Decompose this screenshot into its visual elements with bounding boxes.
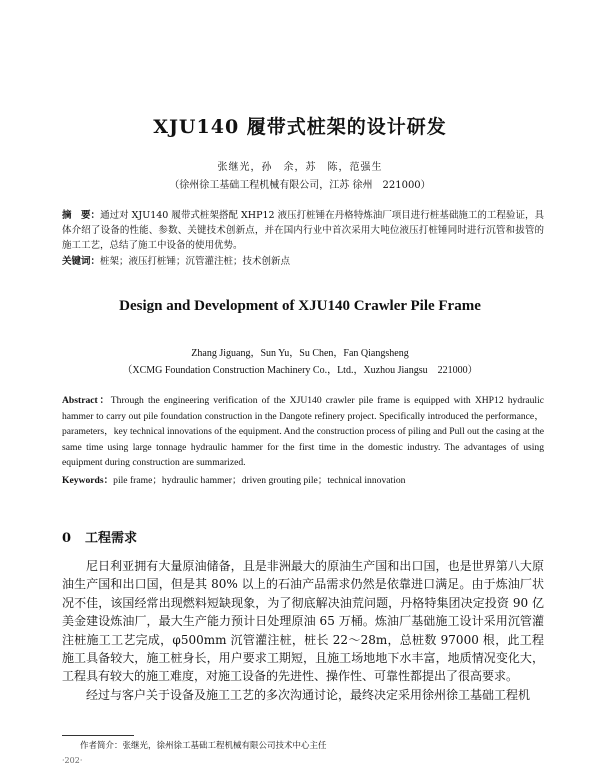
author-footnote: 作者简介：张继光，徐州徐工基础工程机械有限公司技术中心主任 — [80, 741, 327, 751]
keywords-en — [62, 473, 544, 488]
keywords-en-text: pile frame；hydraulic hammer；driven grouting pile；technical innovation — [113, 475, 406, 486]
abstract-cn-text: 通过对 XJU140 履带式桩架搭配 XHP12 液压打桩锤在丹格特炼油厂项目进行桩基础施工的工程验证，具体介绍了设备的性能、参数、关键技术创新点，并在国内行业中首次采用大吨位液压打桩锤同时进行沉管和拔管的施工工艺，总结了施工中设备的使用优势。 — [62, 210, 544, 251]
affiliation-cn: （徐州徐工基础工程机械有限公司，江苏 徐州 221000） — [169, 180, 431, 191]
affiliation-en: （XCMG Foundation Construction Machinery Co.，Ltd.，Xuzhou Jiangsu 221000） — [122, 365, 478, 376]
abstract-cn — [62, 208, 544, 253]
footnote-divider — [62, 735, 134, 736]
body-text — [62, 557, 544, 704]
paper-title-cn: XJU140 履带式桩架的设计研发 — [153, 116, 447, 138]
keywords-cn-text: 桩架；液压打桩锤；沉管灌注桩；技术创新点 — [100, 256, 291, 267]
body-paragraph-2: 经过与客户关于设备及施工工艺的多次沟通讨论，最终决定采用徐州徐工基础工程机 — [86, 687, 531, 702]
page-number: ·202· — [62, 756, 83, 765]
abstract-en-text: Through the engineering verification of the XJU140 crawler pile frame is equipped with XHP12 hydraulic hammer to carry out pile foundation construction in the Dangote refinery project. Specifically introduced the performance，parameters，key technical innovations of the equipment. And the construction process of piling and Pull out the casing at the same time using large tonnage hydraulic hammer for the first time in the domestic industry. The advantages of using equipment during construction are summarized. — [62, 395, 544, 468]
keywords-cn — [62, 254, 544, 269]
paper-title-en: Design and Development of XJU140 Crawler Pile Frame — [119, 298, 481, 314]
abstract-cn-label: 摘 要： — [62, 210, 101, 221]
keywords-cn-label: 关键词： — [62, 256, 101, 267]
section-heading — [62, 527, 137, 546]
body-paragraph-1: 尼日利亚拥有大量原油储备，且是非洲最大的原油生产国和出口国，也是世界第八大原油生产国和出口国，但是其 80% 以上的石油产品需求仍然是依靠进口满足。由于炼油厂状况不佳，该国经常出现燃料短缺现象，为了彻底解决油荒问题，丹格特集团决定投资 90 亿美金建设炼油厂，最大生产能力预计日处理原油 65 万桶。炼油厂基础施工设计采用沉管灌注桩施工工艺完成，φ500mm 沉管灌注桩，桩长 22～28m，总桩数 97000 根，此工程施工具备较大，施工桩身长，用户要求工期短，且施工场地地下水丰富，地质情况变化大，工程具有较大的施工难度，对施工设备的先进性、操作性、可靠性都提出了很高要求。 — [62, 559, 544, 684]
section-title: 工程需求 — [85, 531, 138, 546]
abstract-en-label: Abstract： — [62, 395, 111, 406]
section-number: 0 — [62, 531, 72, 546]
keywords-en-label: Keywords： — [62, 475, 114, 486]
authors-en: Zhang Jiguang，Sun Yu，Su Chen，Fan Qiangsheng — [191, 348, 409, 359]
abstract-en — [62, 393, 544, 471]
authors-cn: 张继光，孙 余，苏 陈，范强生 — [217, 162, 383, 173]
